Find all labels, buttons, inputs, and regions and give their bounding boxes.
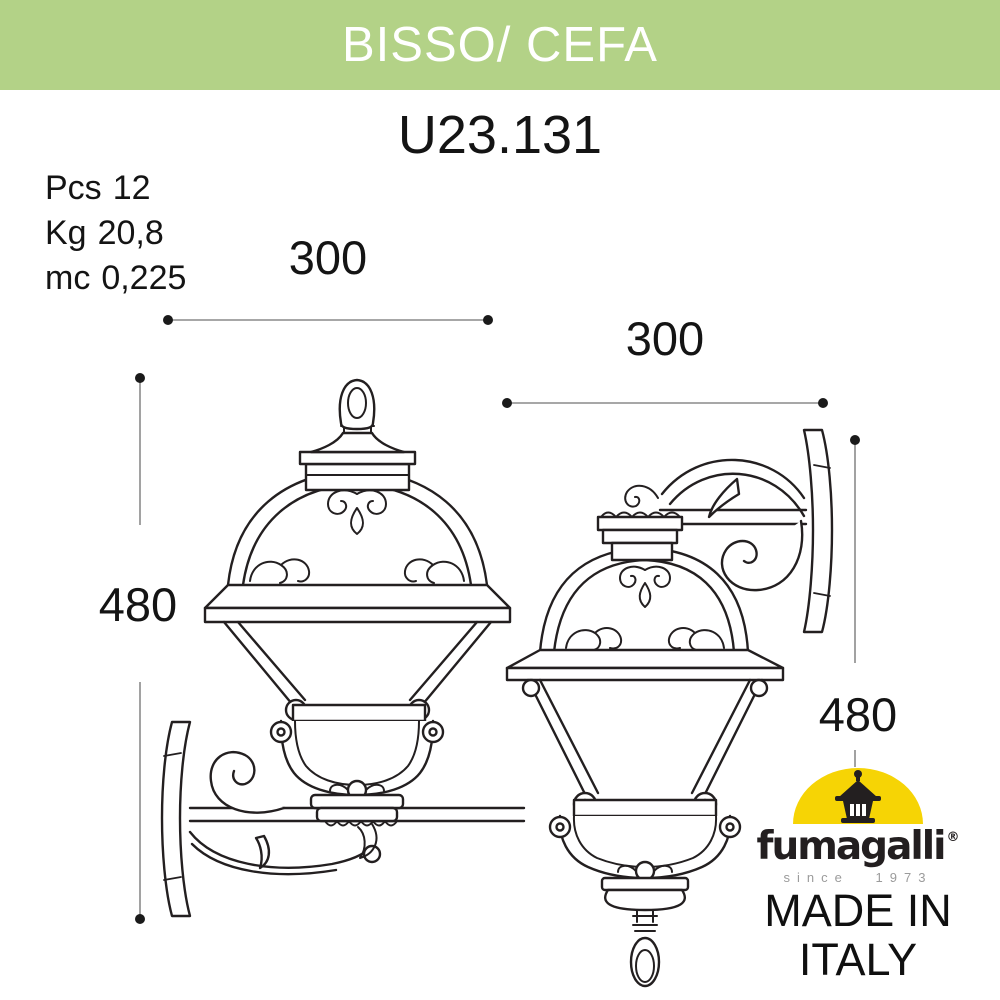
- brand-logo: [745, 766, 971, 983]
- dimension-width-left-label: 300: [288, 231, 368, 284]
- spec-line-kg: [45, 211, 186, 256]
- product-family-header: [0, 0, 1000, 90]
- spec-value: 20,8: [97, 214, 164, 252]
- registered-trademark-icon: ®: [946, 830, 960, 845]
- dimension-width-right-label: 300: [625, 312, 705, 365]
- packaging-specs: [45, 166, 186, 301]
- dimension-height-right-label: 480: [818, 688, 898, 741]
- made-in-line1: MADE IN: [764, 885, 952, 936]
- spec-value: 0,225: [101, 259, 187, 297]
- spec-label: Pcs: [45, 169, 102, 207]
- model-code: U23.131: [397, 105, 603, 165]
- spec-label: mc: [45, 259, 91, 297]
- made-in-line2: ITALY: [798, 934, 918, 985]
- brand-tagline: since 1973: [783, 870, 933, 885]
- spec-label: Kg: [45, 214, 87, 252]
- product-family-title: BISSO/ CEFA: [342, 18, 658, 72]
- brand-name: [745, 818, 971, 867]
- spec-line-mc: [45, 256, 186, 301]
- lantern-icon: [792, 766, 924, 824]
- brand-wordmark: fumagalli: [756, 824, 945, 869]
- upright-lantern-drawing: [162, 380, 524, 916]
- spec-value: 12: [112, 169, 151, 207]
- dimension-height-left-label: 480: [98, 578, 178, 631]
- spec-line-pcs: [45, 166, 186, 211]
